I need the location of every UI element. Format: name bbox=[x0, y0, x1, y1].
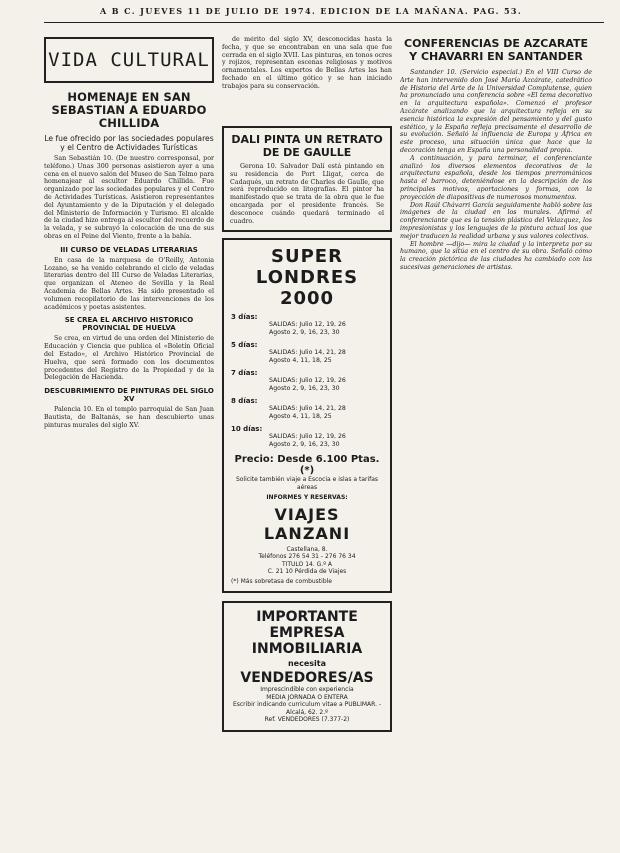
ad-inmobiliaria bbox=[222, 601, 392, 732]
trip-days: 10 días: bbox=[231, 425, 263, 434]
article-body-pinturas: Palencia 10. En el templo parroquial de San Juan Bautista, de Baltanás, se han descubierto unas pinturas murales del siglo XV. bbox=[44, 406, 214, 429]
page-header: A B C. JUEVES 11 DE JULIO DE 1974. EDICION DE LA MAÑANA. PAG. 53. bbox=[100, 6, 523, 16]
trip-row: SALIDAS: Julio 12, 19, 26 bbox=[269, 321, 346, 329]
ad-note: Solicite también viaje a Escocia e islas a tarifas aéreas bbox=[235, 476, 379, 491]
ad2-line5: Imprescindible con experiencia bbox=[260, 686, 354, 694]
article-title-conferencias: CONFERENCIAS DE AZCARATE Y CHAVARRI EN SANTANDER bbox=[404, 37, 588, 63]
ad-title-line1: SUPER LONDRES bbox=[255, 246, 359, 289]
ad2-line6: MEDIA JORNADA O ENTERA bbox=[266, 693, 348, 701]
trip-days: 7 días: bbox=[231, 369, 258, 378]
ad-phones: Teléfonos 276 54 31 - 276 76 34 bbox=[258, 553, 356, 561]
column-right bbox=[400, 36, 592, 836]
article-title-veladas: III CURSO DE VELADAS LITERARIAS bbox=[60, 245, 198, 254]
trip-row: Agosto 4, 11, 18, 25 bbox=[269, 357, 332, 365]
ad-footnote: (*) Más sobretasa de combustible bbox=[231, 577, 332, 585]
article-body-conferencias-2: A continuación, y para terminar, el conferenciante analizó los diversos elementos decorativos de la arquitectura española, desde los tiempos prerrománicos hasta el barroco, deteniéndose en la descripción de los principales motivos, aportaciones y formas, con la proyección de diapositivas de numerosos monumentos. bbox=[400, 154, 592, 201]
ad-title-license: TITULO 14. G.º A bbox=[281, 560, 333, 568]
trip-row: SALIDAS: Julio 14, 21, 28 bbox=[269, 405, 346, 413]
ad-super-londres bbox=[222, 238, 392, 593]
ad2-line3: necesita bbox=[287, 659, 326, 669]
ad-address-extra: C. 21 10 Pérdida de Viajes bbox=[267, 568, 347, 576]
trip-row: SALIDAS: Julio 12, 19, 26 bbox=[269, 433, 346, 441]
article-body-chillida: San Sebastián 10. (De nuestro corresponsal, por teléfono.) Unas 300 personas asistieron ayer a una cena en el nuevo salón del Museo de San Telmo para homenajear al escultor Eduardo Chillida. Fue organizado por las sociedades populares y el Centro de Actividades Turísticas. Asistieron representantes del Ayuntamiento y de la Diputación y el delegado del Ministerio de Información y Turismo. El alcalde de la ciudad hizo entrega al escultor del recuerdo de la velada, y se subrayó la colocación de una de sus obras en el Peine del Viento, frente a la bahía. bbox=[44, 155, 214, 240]
article-body-conferencias-4: El hombre —dijo— mira la ciudad y la interpreta por su humano, que la sitúa en el centro de su obra. Señaló cómo la creación pictórica de las ciudades ha cambiado con las sucesivas generaciones de artistas. bbox=[400, 240, 592, 271]
ad2-line7: Escribir indicando curriculum vitae a PUBLIMAR. - Alcalá, 62. 2.º bbox=[232, 701, 382, 716]
article-body-veladas: En casa de la marquesa de O'Reilly, Antonia Lozano, se ha venido celebrando el ciclo de veladas literarias dentro del III Curso de Veladas Literarias, que organizan el Ateneo de Sevilla y la Real Academia de Bellas Artes. Ha sido presentado el volumen recopilatorio de las intervenciones de los académicos y poetas asistentes. bbox=[44, 256, 214, 311]
column-middle bbox=[222, 36, 392, 836]
article-body-conferencias-1: Santander 10. (Servicio especial.) En el VIII Curso de Arte han intervenido don José María Azcárate, catedrático de Historia del Arte de la Universidad Complutense, quien ha pronunciado una conferencia sobre «El tema decorativo en la arquitectura española». Comenzó el profesor Azcárate analizando que la arquitectura refleja en su esencia histórica la expresión del pensamiento y del gusto estético, y la España refleja precisamente el desarrollo de su evolución. Señaló la influencia de Europa y África en este proceso, una situación única que hace que la decoración tenga en España una personalidad propia. bbox=[400, 69, 592, 154]
ad-address: Castellana, 8. bbox=[286, 545, 328, 553]
article-title-dali: DALI PINTA UN RETRATO DE DE GAULLE bbox=[231, 133, 383, 159]
trip-row: SALIDAS: Julio 12, 19, 26 bbox=[269, 377, 346, 385]
ad-agency: VIAJES LANZANI bbox=[263, 504, 351, 543]
ad2-line4: VENDEDORES/AS bbox=[240, 670, 374, 687]
ad2-line1: IMPORTANTE bbox=[256, 609, 358, 626]
ad-title-line2: 2000 bbox=[279, 288, 335, 310]
trip-row: Agosto 2, 9, 16, 23, 30 bbox=[269, 329, 340, 337]
header-rule bbox=[44, 22, 604, 23]
ad2-line2: EMPRESA INMOBILIARIA bbox=[251, 625, 363, 658]
article-body-conferencias-3: Don Raúl Chávarri García seguidamente habló sobre las imágenes de la ciudad en los murales. Afirmó el conferenciante que es la tensión plástica del Velazquez, los impresionistas y los lenguajes de la pintura actual los que mejor traducen la realidad urbana y sus valores colectivos. bbox=[400, 201, 592, 240]
column-left bbox=[44, 36, 214, 836]
ad-price: Precio: Desde 6.100 Ptas. (*) bbox=[234, 454, 380, 477]
trip-days: 5 días: bbox=[231, 341, 258, 350]
trip-days: 3 días: bbox=[231, 313, 258, 322]
ad2-line8: Ref. VENDEDORES (7.377-2) bbox=[264, 716, 350, 724]
dali-box bbox=[222, 126, 392, 232]
ad-info-label: INFORMES Y RESERVAS: bbox=[266, 494, 348, 502]
article-continuation-pinturas: de mérito del siglo XV, desconocidas hasta la fecha, y que se encontraban en una sala que fue cerrada en el siglo XVII. Las pinturas, en tonos ocres y rojizos, representan escenas religiosas y motivos ornamentales. Los expertos de Bellas Artes las han fechado en el último gótico y se han iniciado trabajos para su conservación. bbox=[222, 36, 392, 90]
article-body-dali: Gerona 10. Salvador Dalí está pintando en su residencia de Port Lligat, cerca de Cadaqués, un retrato de Charles de Gaulle, que será reproducido en litografías. El pintor ha manifestado que se trata de la obra que le fue encargada por el presidente francés. Se desconoce cuándo quedará terminado el cuadro. bbox=[230, 163, 384, 225]
trip-row: Agosto 2, 9, 16, 23, 30 bbox=[269, 385, 340, 393]
article-title-chillida: HOMENAJE EN SAN SEBASTIAN A EDUARDO CHILLIDA bbox=[51, 90, 207, 130]
trip-days: 8 días: bbox=[231, 397, 258, 406]
article-body-archivo: Se crea, en virtud de una orden del Ministerio de Educación y Ciencia que publica el «Boletín Oficial del Estado», el Archivo Histórico Provincial de Huelva, que será formado con los documentos procedentes del Registro de la Propiedad y de la Delegación de Hacienda. bbox=[44, 335, 214, 382]
trip-row: SALIDAS: Julio 14, 21, 28 bbox=[269, 349, 346, 357]
article-title-archivo: SE CREA EL ARCHIVO HISTORICO PROVINCIAL DE HUELVA bbox=[64, 316, 194, 333]
section-banner: VIDA CULTURAL bbox=[44, 37, 214, 83]
trip-row: Agosto 4, 11, 18, 25 bbox=[269, 413, 332, 421]
trip-row: Agosto 2, 9, 16, 23, 30 bbox=[269, 441, 340, 449]
article-title-pinturas: DESCUBRIMIENTO DE PINTURAS DEL SIGLO XV bbox=[44, 387, 214, 404]
article-subtitle-chillida: Le fue ofrecido por las sociedades populares y el Centro de Actividades Turísticas bbox=[44, 134, 214, 152]
